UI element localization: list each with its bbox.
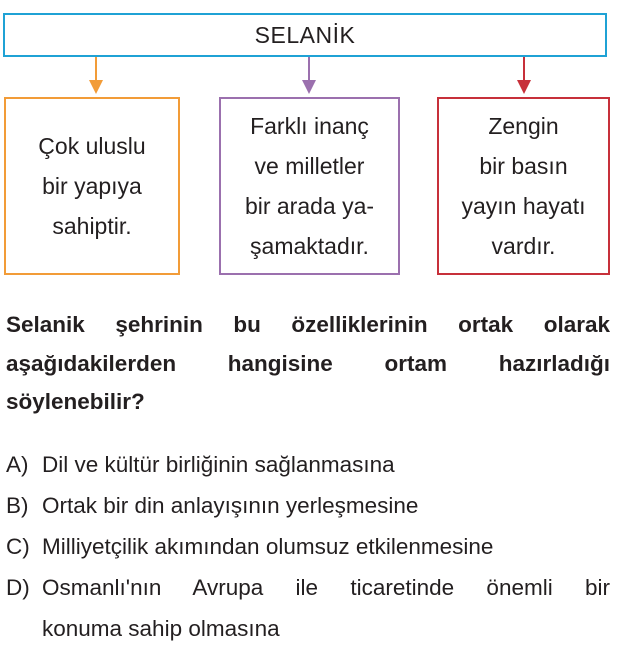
feature-box-2-line: bir arada ya- — [244, 193, 375, 219]
option-text: Dil ve kültür birliğinin sağlanmasına — [42, 452, 395, 477]
question-line: Selanik şehrinin bu özelliklerinin ortak olarak — [6, 312, 610, 337]
option-d[interactable] — [6, 567, 610, 649]
feature-box-3-line: vardır. — [491, 233, 556, 259]
option-c[interactable] — [6, 526, 610, 567]
feature-box-2-line: şamaktadır. — [250, 233, 369, 259]
question-line: söylenebilir? — [6, 389, 145, 414]
feature-box-1-line: sahiptir. — [52, 213, 132, 239]
question-stem — [6, 306, 610, 422]
feature-box-3-line: yayın hayatı — [461, 193, 586, 219]
option-letter: B) — [6, 493, 29, 518]
feature-box-2-line: Farklı inanç — [250, 113, 369, 139]
option-letter: A) — [6, 452, 29, 477]
feature-box-3-line: bir basın — [479, 153, 568, 179]
option-a[interactable] — [6, 444, 610, 485]
feature-box-2-line: ve milletler — [254, 153, 365, 179]
feature-box-2 — [219, 97, 400, 275]
option-letter: C) — [6, 534, 30, 559]
title-text: SELANİK — [254, 21, 356, 48]
option-text: Ortak bir din anlayışının yerleşmesine — [42, 493, 419, 518]
option-b[interactable] — [6, 485, 610, 526]
option-text: konuma sahip olmasına — [42, 616, 280, 641]
answer-options — [6, 444, 610, 649]
connector-arrows — [0, 0, 619, 110]
feature-box-1 — [4, 97, 180, 275]
feature-box-1-line: bir yapıya — [42, 173, 142, 199]
question-line: aşağıdakilerden hangisine ortam hazırladığı — [6, 350, 610, 376]
arrow-2 — [302, 57, 316, 94]
option-letter: D) — [6, 575, 30, 600]
feature-box-1-line: Çok uluslu — [38, 133, 146, 159]
option-text: Milliyetçilik akımından olumsuz etkilenmesine — [42, 534, 494, 559]
feature-box-3-line: Zengin — [488, 113, 559, 139]
arrow-1 — [89, 57, 103, 94]
arrow-3 — [517, 57, 531, 94]
option-text: Osmanlı'nın Avrupa ile ticaretinde önemli bir — [42, 575, 610, 600]
feature-box-3 — [437, 97, 610, 275]
